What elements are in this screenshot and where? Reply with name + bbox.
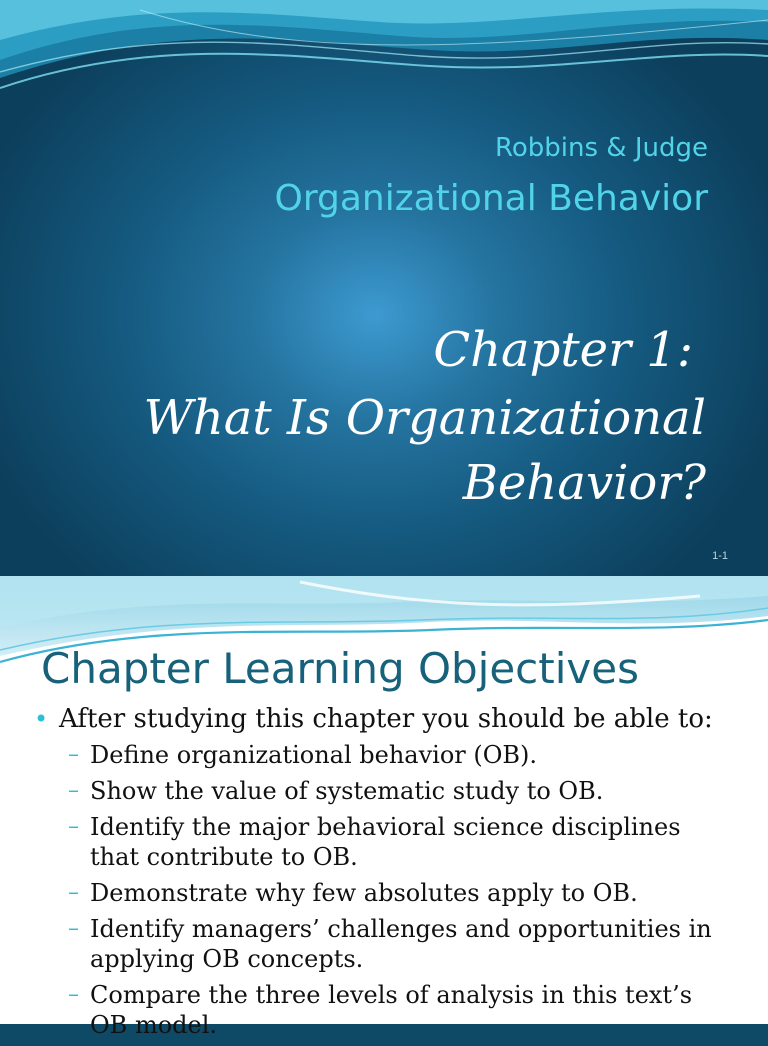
decorative-wave-header [0,0,768,110]
list-item [34,914,734,974]
intro-text: After studying this chapter you should be able to: [59,704,713,734]
dash-icon: – [68,742,79,767]
objectives-slide [0,576,768,1039]
objective-text: Define organizational behavior (OB). [90,741,538,769]
dash-icon: – [68,778,79,803]
chapter-heading-line-1: Chapter 1: [433,322,693,378]
list-item [34,703,734,735]
objective-text: Identify managers’ challenges and opportunities in applying OB concepts. [90,915,712,973]
bullet-icon: • [34,705,49,733]
list-item [34,812,734,872]
book-title: Organizational Behavior [274,178,708,219]
slide-number: 1-1 [712,550,728,562]
objective-text: Compare the three levels of analysis in this text’s OB model. [90,981,693,1039]
dash-icon: – [68,916,79,941]
list-item [34,980,734,1040]
dash-icon: – [68,982,79,1007]
dash-icon: – [68,880,79,905]
objectives-list [34,703,734,1046]
authors-subtitle: Robbins & Judge [494,133,708,163]
list-item [34,740,734,770]
objective-text: Show the value of systematic study to OB. [90,777,604,805]
list-item [34,878,734,908]
objective-text: Identify the major behavioral science disciplines that contribute to OB. [90,813,681,871]
slide-title: Chapter Learning Objectives [41,644,639,693]
dash-icon: – [68,814,79,839]
list-item [34,776,734,806]
objective-text: Demonstrate why few absolutes apply to OB. [90,879,638,907]
chapter-heading-line-3: Behavior? [462,455,706,511]
chapter-heading-line-2: What Is Organizational [143,390,706,446]
